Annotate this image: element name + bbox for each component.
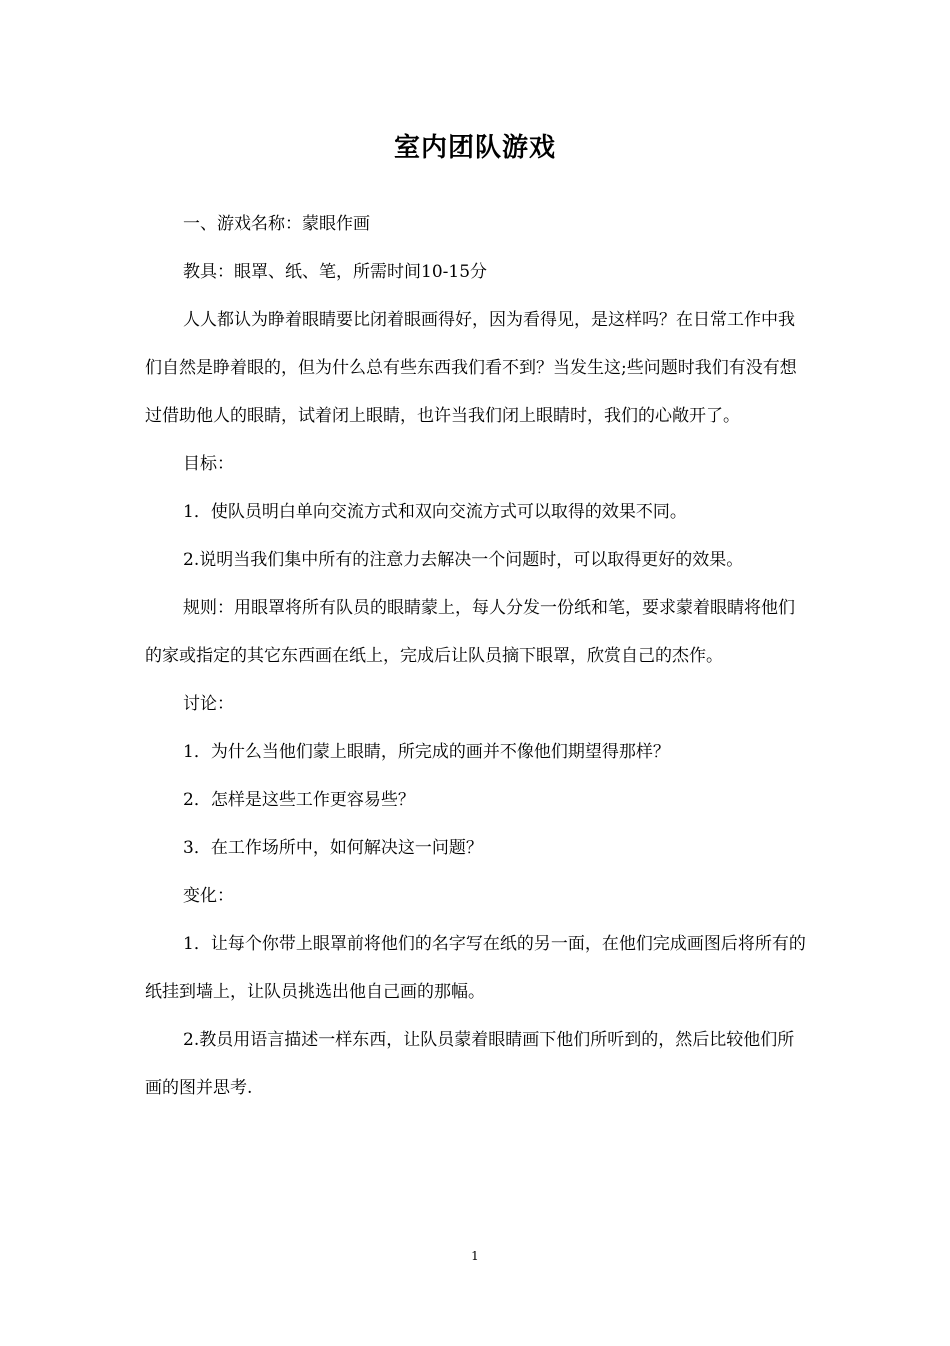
paragraph-equipment: 教具：眼罩、纸、笔，所需时间10-15分: [183, 262, 488, 282]
paragraph-discussion-2: 2．怎样是这些工作更容易些？: [183, 790, 415, 810]
document-body: [145, 200, 807, 1112]
paragraph-variation-1: 1．让每个你带上眼罩前将他们的名字写在纸的另一面，在他们完成画图后将所有的纸挂到墙上，让队员挑选出他自己画的那幅。: [145, 934, 806, 1002]
paragraph-game-name: 一、游戏名称：蒙眼作画: [183, 214, 370, 234]
paragraph-discussion-3: 3．在工作场所中，如何解决这一问题？: [183, 838, 483, 858]
paragraph-rules: 规则：用眼罩将所有队员的眼睛蒙上，每人分发一份纸和笔，要求蒙着眼睛将他们的家或指定的其它东西画在纸上，完成后让队员摘下眼罩，欣赏自己的杰作。: [145, 598, 795, 666]
document-title: 室内团队游戏: [393, 133, 556, 163]
paragraph-goal-heading: 目标：: [183, 454, 234, 474]
paragraph-intro: 人人都认为睁着眼睛要比闭着眼画得好，因为看得见，是这样吗？在日常工作中我们自然是睁着眼的，但为什么总有些东西我们看不到？当发生这;些问题时我们有没有想过借助他人的眼睛，试着闭上眼睛，也许当我们闭上眼睛时，我们的心敞开了。: [145, 310, 797, 426]
paragraph-variation-2: 2.教员用语言描述一样东西，让队员蒙着眼睛画下他们所听到的，然后比较他们所画的图并思考.: [145, 1030, 795, 1098]
paragraph-goal-1: 1．使队员明白单向交流方式和双向交流方式可以取得的效果不同。: [183, 502, 687, 522]
paragraph-discussion-heading: 讨论：: [183, 694, 234, 714]
paragraph-variation-heading: 变化：: [183, 886, 234, 906]
paragraph-discussion-1: 1．为什么当他们蒙上眼睛，所完成的画并不像他们期望得那样？: [183, 742, 670, 762]
paragraph-goal-2: 2.说明当我们集中所有的注意力去解决一个问题时，可以取得更好的效果。: [183, 550, 744, 570]
page-number: 1: [471, 1249, 479, 1263]
